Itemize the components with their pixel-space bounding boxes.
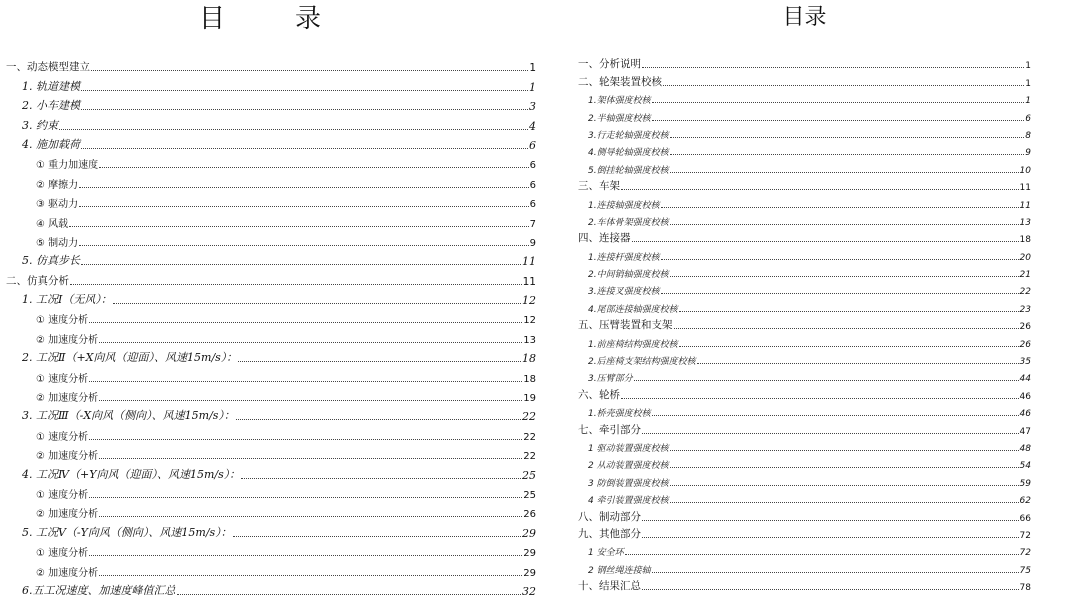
toc-entry[interactable]	[6, 230, 536, 249]
right-toc-list	[578, 54, 1031, 593]
dot-leader	[625, 554, 1019, 555]
toc-entry[interactable]	[578, 228, 1031, 245]
toc-entry-page-number: 11	[522, 255, 536, 269]
toc-entry-title: 3 防倒装置强度校核	[588, 478, 669, 489]
toc-entry-page-number: 62	[1019, 496, 1031, 507]
dot-leader	[99, 167, 528, 168]
dot-leader	[670, 154, 1025, 155]
toc-entry[interactable]	[578, 489, 1031, 506]
dot-leader	[91, 70, 528, 71]
toc-entry-page-number: 20	[1019, 252, 1031, 263]
dot-leader	[679, 311, 1019, 312]
toc-entry[interactable]	[578, 54, 1031, 71]
toc-entry-page-number: 6	[529, 160, 536, 172]
toc-entry-page-number: 48	[1019, 443, 1031, 454]
toc-entry[interactable]	[6, 385, 536, 404]
toc-entry-page-number: 19	[523, 393, 536, 405]
toc-entry-title: 5. 仿真步长	[22, 254, 80, 268]
dot-leader	[99, 342, 522, 343]
dot-leader	[89, 322, 522, 323]
toc-entry[interactable]	[6, 191, 536, 210]
toc-entry[interactable]	[6, 423, 536, 442]
toc-entry[interactable]	[578, 402, 1031, 419]
dot-leader	[236, 419, 521, 420]
toc-entry-page-number: 22	[523, 431, 536, 443]
toc-entry-page-number: 29	[523, 567, 536, 579]
toc-entry-title: 2. 工况Ⅱ（+X向风（迎面）、风速15m/s）：	[22, 351, 238, 365]
dot-leader	[670, 224, 1019, 225]
toc-entry[interactable]	[578, 176, 1031, 193]
dot-leader	[89, 439, 522, 440]
toc-entry[interactable]	[6, 171, 536, 190]
dot-leader	[70, 284, 522, 285]
toc-entry-title: ② 加速度分析	[36, 334, 99, 346]
toc-entry-page-number: 1	[1025, 61, 1031, 72]
toc-entry-page-number: 22	[1019, 287, 1031, 298]
toc-entry-title: 3.压臂部分	[588, 374, 633, 385]
dot-leader	[670, 485, 1019, 486]
toc-entry-title: 3. 工况Ⅲ（-X向风（侧向）、风速15m/s）：	[22, 409, 235, 423]
toc-entry-page-number: 26	[523, 509, 536, 521]
toc-entry[interactable]	[6, 326, 536, 345]
toc-entry[interactable]	[6, 210, 536, 229]
dot-leader	[233, 536, 521, 537]
toc-entry-title: ② 摩擦力	[36, 179, 79, 191]
toc-entry[interactable]	[578, 541, 1031, 558]
dot-leader	[79, 245, 528, 246]
toc-entry-title: 6.五工况速度、加速度峰值汇总	[22, 583, 176, 597]
toc-entry[interactable]	[578, 558, 1031, 575]
dot-leader	[679, 346, 1019, 347]
toc-entry[interactable]	[6, 501, 536, 520]
dot-leader	[81, 90, 528, 91]
toc-entry-title: 3.连接叉强度校核	[588, 287, 660, 298]
left-toc-list	[6, 55, 536, 598]
dot-leader	[238, 361, 521, 362]
dot-leader	[113, 303, 521, 304]
toc-entry-page-number: 10	[1019, 165, 1031, 176]
toc-entry-title: 2.车体骨架强度校核	[588, 217, 669, 228]
toc-entry[interactable]	[578, 367, 1031, 384]
dot-leader	[89, 555, 522, 556]
toc-entry[interactable]	[6, 540, 536, 559]
toc-entry-page-number: 1	[1025, 78, 1031, 89]
dot-leader	[652, 120, 1025, 121]
dot-leader	[621, 398, 1019, 399]
toc-entry-page-number: 25	[522, 468, 536, 482]
toc-entry-page-number: 18	[523, 373, 536, 385]
toc-entry[interactable]	[6, 113, 536, 132]
dot-leader	[99, 458, 522, 459]
dot-leader	[81, 148, 528, 149]
toc-entry-title: 1 驱动装置强度校核	[588, 443, 669, 454]
toc-entry-title: 5.倒挂轮轴强度校核	[588, 165, 669, 176]
toc-entry-page-number: 18	[522, 352, 536, 366]
toc-entry[interactable]	[578, 506, 1031, 523]
toc-entry-title: 一、动态模型建立	[6, 61, 90, 74]
toc-entry-page-number: 9	[529, 237, 536, 249]
toc-entry-title: 1.前座椅结构强度校核	[588, 339, 678, 350]
toc-entry-title: 2 钢丝绳连接轴	[588, 565, 651, 576]
dot-leader	[670, 450, 1019, 451]
toc-entry-title: 一、分析说明	[578, 58, 641, 71]
toc-entry-title: 五、压臂装置和支架	[578, 319, 673, 332]
toc-entry-title: 5. 工况Ⅴ（-Y向风（侧向）、风速15m/s）：	[22, 525, 232, 539]
dot-leader	[79, 187, 528, 188]
toc-entry[interactable]	[6, 94, 536, 113]
toc-entry-page-number: 6	[529, 138, 536, 152]
dot-leader	[59, 129, 528, 130]
toc-entry[interactable]	[578, 384, 1031, 401]
toc-entry-title: 4. 工况Ⅳ（+Y向风（迎面）、风速15m/s）：	[22, 467, 241, 481]
toc-entry[interactable]	[6, 152, 536, 171]
toc-entry[interactable]	[6, 74, 536, 93]
toc-entry[interactable]	[578, 193, 1031, 210]
toc-entry[interactable]	[6, 443, 536, 462]
toc-entry[interactable]	[6, 482, 536, 501]
toc-entry[interactable]	[578, 471, 1031, 488]
toc-entry-page-number: 6	[529, 179, 536, 191]
toc-entry[interactable]	[578, 245, 1031, 262]
toc-entry[interactable]	[578, 524, 1031, 541]
toc-entry[interactable]	[578, 211, 1031, 228]
toc-entry[interactable]	[578, 141, 1031, 158]
toc-entry-page-number: 4	[529, 119, 536, 133]
dot-leader	[642, 67, 1024, 68]
dot-leader	[670, 276, 1019, 277]
toc-entry-title: ① 速度分析	[36, 548, 89, 560]
toc-entry-title: ① 重力加速度	[36, 160, 99, 172]
toc-entry-page-number: 6	[1025, 113, 1031, 124]
dot-leader	[99, 400, 522, 401]
toc-entry[interactable]	[578, 280, 1031, 297]
toc-entry[interactable]	[578, 576, 1031, 593]
right-toc-page	[578, 0, 1031, 593]
toc-entry-page-number: 1	[529, 80, 536, 94]
toc-entry-title: 1.连接轴强度校核	[588, 200, 660, 211]
dot-leader	[663, 85, 1024, 86]
toc-entry-title: 二、仿真分析	[6, 274, 69, 287]
toc-entry-title: ① 速度分析	[36, 373, 89, 385]
dot-leader	[99, 575, 522, 576]
toc-entry-page-number: 72	[1019, 548, 1031, 559]
toc-entry[interactable]	[6, 404, 536, 423]
toc-entry-page-number: 12	[523, 315, 536, 327]
toc-entry-page-number: 12	[522, 294, 536, 308]
toc-entry-page-number: 21	[1019, 270, 1031, 281]
left-toc-title: 目 录	[198, 4, 343, 34]
toc-entry[interactable]	[578, 419, 1031, 436]
toc-entry[interactable]	[578, 332, 1031, 349]
toc-entry-title: 1.架体强度校核	[588, 96, 651, 107]
toc-entry-title: 2 从动装置强度校核	[588, 461, 669, 472]
toc-entry-page-number: 25	[523, 489, 536, 501]
toc-entry[interactable]	[578, 89, 1031, 106]
toc-entry[interactable]	[6, 133, 536, 152]
toc-entry-page-number: 11	[1019, 183, 1031, 194]
dot-leader	[634, 380, 1019, 381]
toc-entry-title: ① 速度分析	[36, 315, 89, 327]
dot-leader	[661, 293, 1019, 294]
toc-entry-title: 八、制动部分	[578, 510, 641, 523]
toc-entry[interactable]	[578, 106, 1031, 123]
toc-entry-page-number: 13	[1019, 217, 1031, 228]
toc-entry-title: 2.半轴强度校核	[588, 113, 651, 124]
toc-entry-title: 六、轮桥	[578, 388, 620, 401]
dot-leader	[642, 537, 1019, 538]
toc-entry-title: 4.侧导轮轴强度校核	[588, 148, 669, 159]
toc-entry-page-number: 44	[1019, 374, 1031, 385]
dot-leader	[241, 478, 521, 479]
toc-entry-page-number: 46	[1019, 409, 1031, 420]
toc-entry-title: 二、轮架装置校核	[578, 75, 662, 88]
toc-entry-page-number: 26	[1019, 322, 1031, 333]
toc-entry[interactable]	[578, 158, 1031, 175]
toc-entry-page-number: 1	[1025, 96, 1031, 107]
toc-entry-title: 1.桥壳强度校核	[588, 409, 651, 420]
dot-leader	[670, 137, 1025, 138]
toc-entry-page-number: 59	[1019, 478, 1031, 489]
dot-leader	[632, 241, 1019, 242]
toc-entry-title: 1.连接杆强度校核	[588, 252, 660, 263]
toc-entry[interactable]	[6, 288, 536, 307]
dot-leader	[642, 589, 1019, 590]
toc-entry-title: 2.中间销轴强度校核	[588, 270, 669, 281]
toc-entry[interactable]	[6, 520, 536, 539]
toc-entry-title: 七、牵引部分	[578, 423, 641, 436]
toc-entry-title: ① 速度分析	[36, 489, 89, 501]
toc-entry-title: ② 加速度分析	[36, 509, 99, 521]
dot-leader	[89, 497, 522, 498]
right-toc-title: 目录	[782, 5, 827, 30]
toc-entry-page-number: 22	[522, 410, 536, 424]
toc-entry-page-number: 6	[529, 199, 536, 211]
toc-entry-page-number: 72	[1019, 530, 1031, 541]
dot-leader	[79, 206, 528, 207]
toc-entry-page-number: 47	[1019, 426, 1031, 437]
toc-entry-page-number: 75	[1019, 565, 1031, 576]
toc-entry-title: ④ 风载	[36, 218, 69, 230]
toc-entry[interactable]	[578, 297, 1031, 314]
toc-entry-title: 4.尾部连接轴强度校核	[588, 304, 678, 315]
dot-leader	[670, 502, 1019, 503]
toc-entry-title: ① 速度分析	[36, 431, 89, 443]
toc-entry-title: 1. 轨道建模	[22, 79, 80, 93]
dot-leader	[652, 572, 1019, 573]
toc-entry-page-number: 23	[1019, 304, 1031, 315]
toc-entry[interactable]	[6, 307, 536, 326]
toc-entry-page-number: 78	[1019, 583, 1031, 594]
toc-entry[interactable]	[6, 55, 536, 74]
dot-leader	[642, 520, 1019, 521]
toc-entry[interactable]	[578, 315, 1031, 332]
toc-entry-title: ③ 驱动力	[36, 199, 79, 211]
left-toc-page	[6, 0, 536, 598]
toc-entry-title: 3.行走轮轴强度校核	[588, 130, 669, 141]
dot-leader	[661, 207, 1019, 208]
toc-entry-title: ② 加速度分析	[36, 393, 99, 405]
dot-leader	[670, 467, 1019, 468]
toc-entry-page-number: 66	[1019, 513, 1031, 524]
toc-entry[interactable]	[578, 263, 1031, 280]
toc-entry-page-number: 8	[1025, 130, 1031, 141]
toc-entry-title: ② 加速度分析	[36, 451, 99, 463]
toc-entry[interactable]	[6, 268, 536, 287]
toc-entry-page-number: 9	[1025, 148, 1031, 159]
toc-entry-title: 2.后座椅支架结构强度校核	[588, 357, 696, 368]
dot-leader	[670, 172, 1019, 173]
toc-entry-page-number: 35	[1019, 357, 1031, 368]
toc-entry-page-number: 7	[529, 218, 536, 230]
dot-leader	[697, 363, 1019, 364]
toc-entry-page-number: 29	[523, 548, 536, 560]
dot-leader	[69, 226, 528, 227]
toc-entry[interactable]	[578, 124, 1031, 141]
toc-entry-page-number: 54	[1019, 461, 1031, 472]
toc-entry-title: 3. 约束	[22, 118, 58, 132]
toc-entry[interactable]	[6, 365, 536, 384]
dot-leader	[89, 381, 522, 382]
toc-entry-page-number: 46	[1019, 391, 1031, 402]
toc-entry-title: ⑤ 制动力	[36, 237, 79, 249]
toc-entry-page-number: 22	[523, 451, 536, 463]
dot-leader	[652, 102, 1025, 103]
toc-entry-page-number: 11	[1019, 200, 1031, 211]
toc-entry[interactable]	[6, 559, 536, 578]
toc-entry-title: ② 加速度分析	[36, 567, 99, 579]
toc-entry-title: 十、结果汇总	[578, 580, 641, 593]
toc-entry[interactable]	[578, 71, 1031, 88]
toc-entry[interactable]	[578, 350, 1031, 367]
toc-entry[interactable]	[6, 579, 536, 598]
toc-entry[interactable]	[578, 437, 1031, 454]
dot-leader	[674, 328, 1019, 329]
toc-entry-title: 1. 工况Ⅰ（无风）：	[22, 293, 112, 307]
toc-entry[interactable]	[6, 346, 536, 365]
toc-entry-title: 四、连接器	[578, 232, 631, 245]
dot-leader	[642, 433, 1019, 434]
toc-entry-title: 2. 小车建模	[22, 99, 80, 113]
dot-leader	[99, 516, 522, 517]
toc-entry-title: 1 安全环	[588, 548, 624, 559]
toc-entry[interactable]	[6, 249, 536, 268]
dot-leader	[621, 189, 1019, 190]
toc-entry-page-number: 32	[522, 584, 536, 598]
toc-entry-title: 九、其他部分	[578, 527, 641, 540]
toc-entry-page-number: 18	[1019, 235, 1031, 246]
toc-entry-page-number: 1	[529, 62, 536, 75]
dot-leader	[661, 259, 1019, 260]
toc-entry-title: 三、车架	[578, 180, 620, 193]
toc-entry-title: 4 牵引装置强度校核	[588, 496, 669, 507]
toc-entry[interactable]	[6, 462, 536, 481]
dot-leader	[81, 264, 521, 265]
toc-entry-page-number: 11	[522, 275, 536, 288]
toc-entry-page-number: 26	[1019, 339, 1031, 350]
toc-entry-page-number: 13	[523, 334, 536, 346]
dot-leader	[177, 594, 522, 595]
dot-leader	[652, 415, 1019, 416]
toc-entry-page-number: 3	[529, 100, 536, 114]
toc-entry-title: 4. 施加载荷	[22, 137, 80, 151]
dot-leader	[81, 109, 528, 110]
toc-entry-page-number: 29	[522, 526, 536, 540]
toc-entry[interactable]	[578, 454, 1031, 471]
